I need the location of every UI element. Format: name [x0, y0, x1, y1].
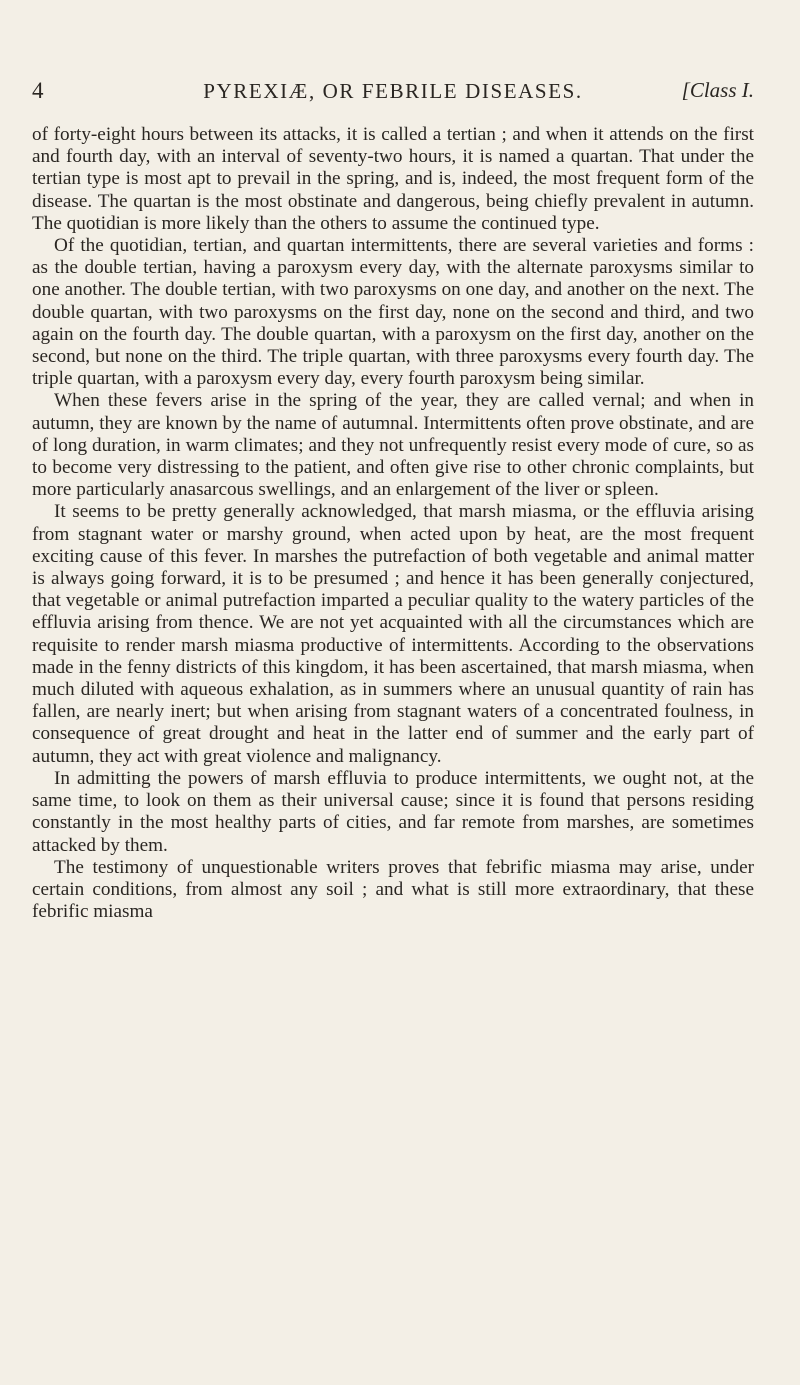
running-title: PYREXIÆ, OR FEBRILE DISEASES.	[203, 79, 583, 103]
paragraph-6: The testimony of unquestionable writers proves that febrific miasma may arise, under certain conditions, from almost any soil ; and what is still more extraordinary, that these febrific miasma	[32, 856, 754, 923]
body-text	[32, 124, 754, 923]
paragraph-4: It seems to be pretty generally acknowledged, that marsh miasma, or the effluvia arising from stagnant water or marshy ground, when acted upon by heat, are the most frequent exciting cause of this fever. In marshes the putrefaction of both vegetable and animal matter is always going forward, it is to be presumed ; and hence it has been generally conjectured, that vegetable or animal putrefaction imparted a peculiar quality to the watery particles of the effluvia arising from thence. We are not yet acquainted with all the circumstances which are requisite to render marsh miasma productive of intermittents. According to the observations made in the fenny districts of this kingdom, it has been ascertained, that marsh miasma, when much diluted with aqueous exhalation, as in summers where an unusual quantity of rain has fallen, are nearly inert; but when arising from stagnant waters of a concentrated foulness, in consequence of great drought and heat in the latter end of summer and the early part of autumn, they act with great violence and malignancy.	[32, 501, 754, 767]
paragraph-1: of forty-eight hours between its attacks, it is called a tertian ; and when it attends on the first and fourth day, with an interval of seventy-two hours, it is named a quartan. That under the tertian type is most apt to prevail in the spring, and is, indeed, the most frequent form of the disease. The quartan is the most obstinate and dangerous, being chiefly prevalent in autumn. The quotidian is more likely than the others to assume the continued type.	[32, 124, 754, 234]
page-number: 4	[32, 78, 44, 103]
paragraph-3: When these fevers arise in the spring of the year, they are called vernal; and when in autumn, they are known by the name of autumnal. Intermittents often prove obstinate, and are of long duration, in warm climates; and they not unfrequently resist every mode of cure, so as to become very distressing to the patient, and often give rise to other chronic complaints, but more particularly anasarcous swellings, and an enlargement of the liver or spleen.	[32, 390, 754, 501]
page-header	[32, 78, 754, 108]
paragraph-2: Of the quotidian, tertian, and quartan intermittents, there are several varieties and forms : as the double tertian, having a paroxysm every day, with the alternate paroxysms similar to one another. The double tertian, with two paroxysms on one day, and another on the next. The double quartan, with two paroxysms on the first day, none on the second and third, and two again on the fourth day. The double quartan, with a paroxysm on the first day, another on the second, but none on the third. The triple quartan, with three paroxysms every fourth day. The triple quartan, with a paroxysm every day, every fourth paroxysm being similar.	[32, 235, 754, 390]
paragraph-5: In admitting the powers of marsh effluvia to produce intermittents, we ought not, at the same time, to look on them as their universal cause; since it is found that persons residing constantly in the most healthy parts of cities, and far remote from marshes, are sometimes attacked by them.	[32, 767, 754, 856]
class-label: [Class I.	[681, 78, 754, 102]
